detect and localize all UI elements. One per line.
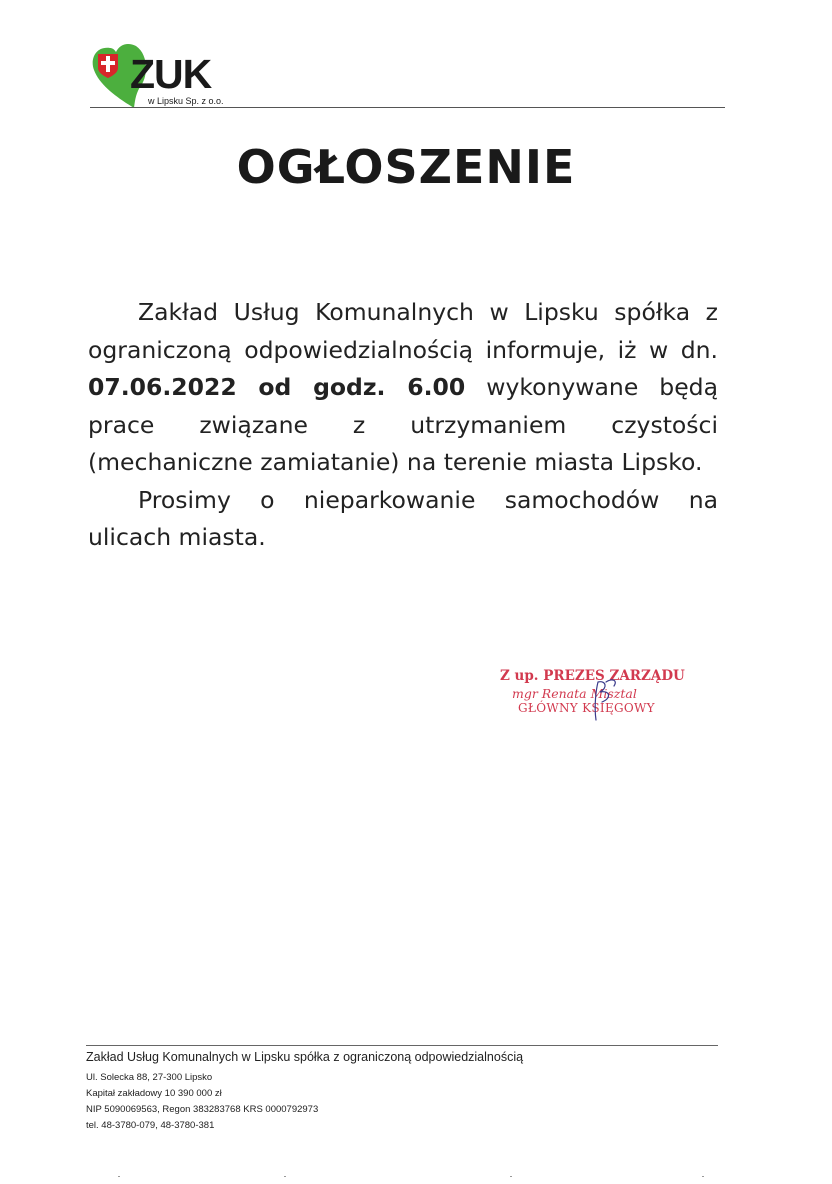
- announcement-body: [88, 294, 718, 557]
- scan-speck: [284, 1176, 286, 1177]
- footer-registry: NIP 5090069563, Regon 383283768 KRS 0000792973: [86, 1104, 319, 1115]
- footer-phone: tel. 48-3780-079, 48-3780-381: [86, 1120, 215, 1131]
- logo-wordmark: ZUK: [130, 51, 212, 97]
- scan-speck: [118, 1176, 120, 1177]
- announcement-paragraph-2: Prosimy o nieparkowanie samochodów na ulicach miasta.: [88, 485, 718, 551]
- company-logo: [90, 40, 250, 110]
- stamp-line-2: mgr Renata Misztal: [512, 686, 637, 701]
- stamp-line-3: GŁÓWNY KSIĘGOWY: [518, 701, 655, 715]
- handwritten-signature-icon: [584, 676, 624, 722]
- footer-capital: Kapitał zakładowy 10 390 000 zł: [86, 1088, 222, 1099]
- footer-divider: [86, 1045, 718, 1046]
- paragraph-1-text-b: wykonywane będą prace związane z utrzymaniem czystości (mechaniczne zamiatanie) na terenie miasta Lipsko.: [88, 373, 718, 476]
- footer-address: Ul. Solecka 88, 27-300 Lipsko: [86, 1072, 213, 1083]
- footer: [86, 1050, 726, 1134]
- logo-subtitle: w Lipsku Sp. z o.o.: [148, 96, 224, 106]
- announcement-paragraph-1: [88, 294, 718, 482]
- footer-company-name: Zakład Usług Komunalnych w Lipsku spółka z ograniczoną odpowiedzialnością: [86, 1050, 524, 1064]
- page-title: OGŁOSZENIE: [236, 140, 576, 194]
- header-divider: [90, 107, 725, 108]
- scan-speck: [702, 1176, 704, 1177]
- paragraph-1-text-a: Zakład Usług Komunalnych w Lipsku spółka z ograniczoną odpowiedzialnością informuje, iż w dn.: [88, 298, 718, 364]
- scan-speck: [510, 1176, 512, 1177]
- stamp-line-1: Z up. PREZES ZARZĄDU: [500, 668, 685, 684]
- date-time-emphasis: 07.06.2022 od godz. 6.00: [88, 373, 466, 401]
